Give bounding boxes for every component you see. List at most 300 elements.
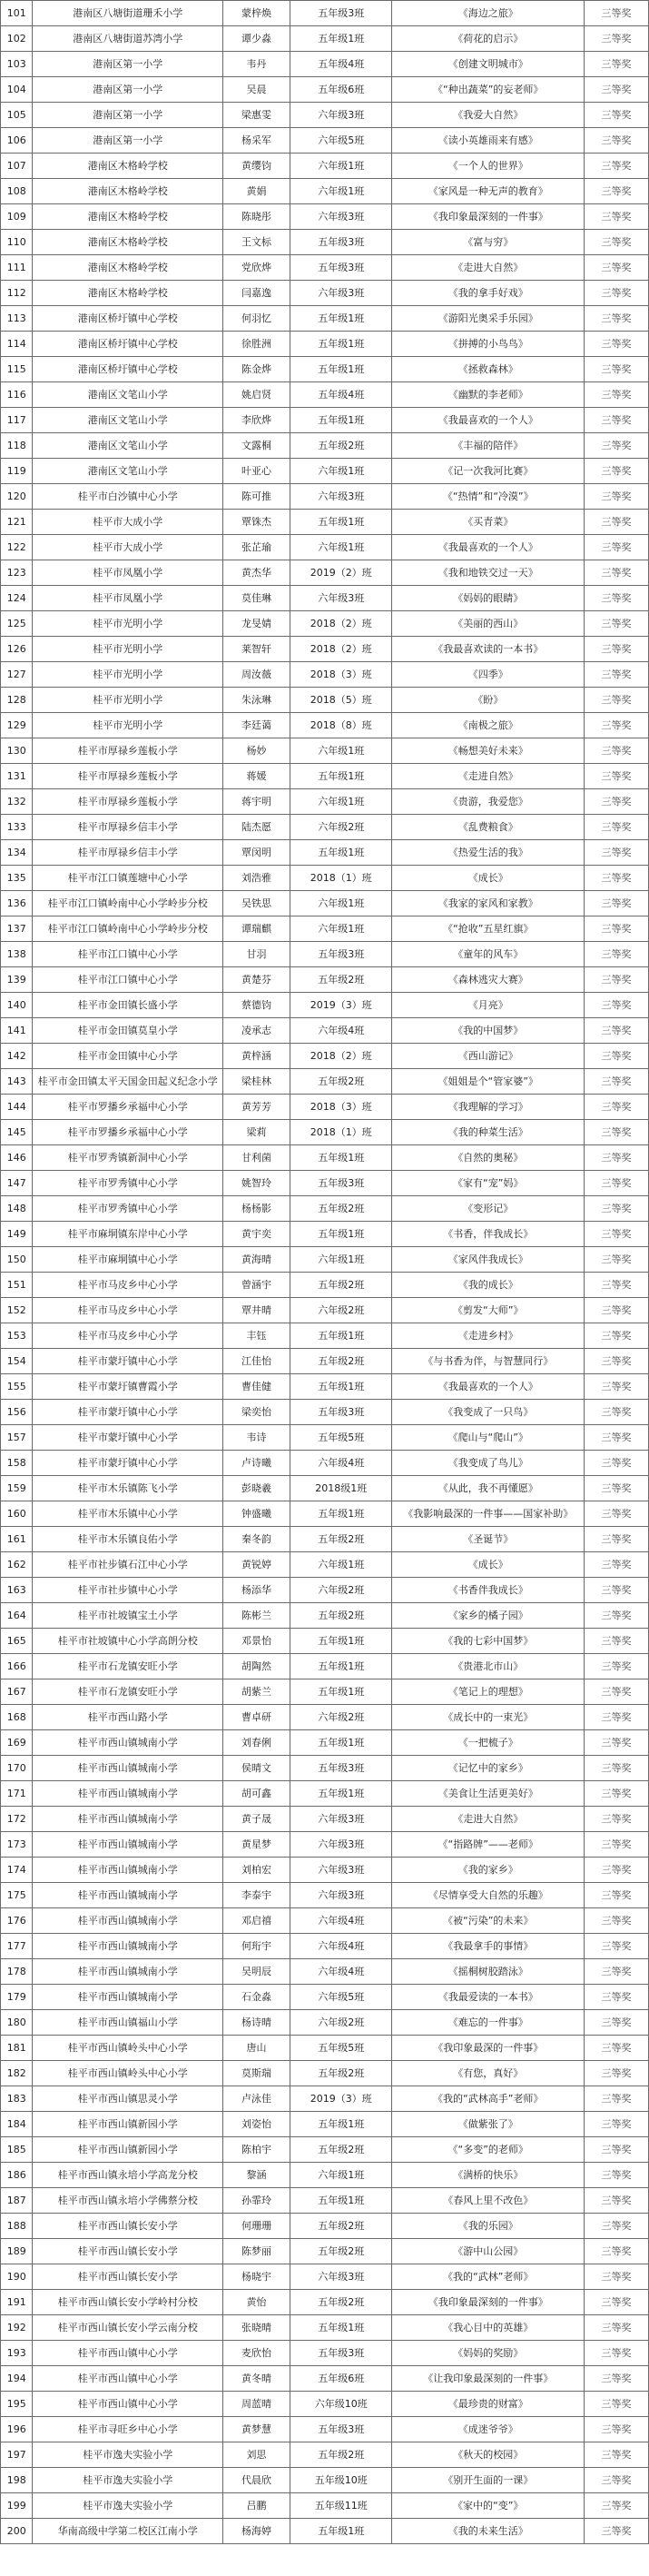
school-name: 港南区第一小学 xyxy=(33,77,223,103)
essay-title: 《乱费粮食》 xyxy=(392,815,585,840)
table-row xyxy=(1,2036,649,2061)
award-level: 三等奖 xyxy=(585,1832,649,1858)
student-name: 唐山 xyxy=(223,2036,290,2061)
row-number: 166 xyxy=(1,1654,33,1679)
row-number: 135 xyxy=(1,866,33,891)
class-name: 六年级1班 xyxy=(290,154,392,179)
school-name: 桂平市西山镇城南小学 xyxy=(33,1781,223,1807)
essay-title: 《我印象最深的一件事》 xyxy=(392,2036,585,2061)
essay-title: 《笔记上的理想》 xyxy=(392,1679,585,1705)
award-level: 三等奖 xyxy=(585,1807,649,1832)
award-level: 三等奖 xyxy=(585,1552,649,1578)
student-name: 谭瑞麒 xyxy=(223,916,290,942)
essay-title: 《成迷爷爷》 xyxy=(392,2417,585,2442)
class-name: 五年级3班 xyxy=(290,942,392,967)
row-number: 146 xyxy=(1,1145,33,1171)
row-number: 195 xyxy=(1,2392,33,2417)
essay-title: 《妈妈的奖励》 xyxy=(392,2341,585,2366)
class-name: 五年级2班 xyxy=(290,1196,392,1222)
table-row xyxy=(1,1679,649,1705)
essay-title: 《“热情”和“冷漠”》 xyxy=(392,484,585,510)
school-name: 桂平市蒙圩镇中心小学 xyxy=(33,1451,223,1476)
table-row xyxy=(1,993,649,1018)
essay-title: 《爬山与“爬山”》 xyxy=(392,1425,585,1451)
row-number: 143 xyxy=(1,1069,33,1095)
student-name: 杨添华 xyxy=(223,1578,290,1603)
school-name: 桂平市社步镇石江中心小学 xyxy=(33,1552,223,1578)
essay-title: 《我最拿手的事情》 xyxy=(392,1934,585,1959)
school-name: 桂平市光明小学 xyxy=(33,688,223,713)
table-row xyxy=(1,815,649,840)
row-number: 108 xyxy=(1,179,33,204)
class-name: 五年级2班 xyxy=(290,967,392,993)
class-name: 六年级5班 xyxy=(290,128,392,154)
student-name: 黄子晟 xyxy=(223,1807,290,1832)
award-level: 三等奖 xyxy=(585,357,649,382)
award-level: 三等奖 xyxy=(585,993,649,1018)
award-level: 三等奖 xyxy=(585,1171,649,1196)
school-name: 桂平市西山镇长安小学 xyxy=(33,2239,223,2264)
school-name: 港南区文笔山小学 xyxy=(33,433,223,459)
essay-title: 《美丽的西山》 xyxy=(392,611,585,637)
essay-title: 《成长》 xyxy=(392,866,585,891)
table-row xyxy=(1,662,649,688)
essay-title: 《富与穷》 xyxy=(392,230,585,255)
row-number: 145 xyxy=(1,1120,33,1145)
award-level: 三等奖 xyxy=(585,866,649,891)
school-name: 桂平市寻旺乡中心小学 xyxy=(33,2417,223,2442)
row-number: 168 xyxy=(1,1705,33,1730)
school-name: 桂平市光明小学 xyxy=(33,662,223,688)
student-name: 杨晓宇 xyxy=(223,2264,290,2290)
row-number: 173 xyxy=(1,1832,33,1858)
row-number: 142 xyxy=(1,1044,33,1069)
row-number: 149 xyxy=(1,1222,33,1247)
essay-title: 《书香，伴我成长》 xyxy=(392,1222,585,1247)
essay-title: 《海边之旅》 xyxy=(392,1,585,26)
school-name: 桂平市逸夫实验小学 xyxy=(33,2468,223,2493)
class-name: 六年级1班 xyxy=(290,738,392,764)
essay-title: 《丰福的陪伴》 xyxy=(392,433,585,459)
school-name: 桂平市罗播乡承福中心小学 xyxy=(33,1095,223,1120)
essay-title: 《森林逃灾大赛》 xyxy=(392,967,585,993)
award-level: 三等奖 xyxy=(585,1018,649,1044)
table-row xyxy=(1,2163,649,2188)
school-name: 桂平市凤凰小学 xyxy=(33,586,223,611)
row-number: 182 xyxy=(1,2061,33,2086)
table-row xyxy=(1,255,649,281)
student-name: 蒋媛 xyxy=(223,764,290,789)
class-name: 五年级2班 xyxy=(290,2214,392,2239)
school-name: 桂平市蒙圩镇中心小学 xyxy=(33,1400,223,1425)
class-name: 五年级5班 xyxy=(290,2036,392,2061)
row-number: 174 xyxy=(1,1858,33,1883)
school-name: 桂平市西山镇城南小学 xyxy=(33,1832,223,1858)
essay-title: 《畅想美好未来》 xyxy=(392,738,585,764)
row-number: 187 xyxy=(1,2188,33,2214)
student-name: 刘浩雅 xyxy=(223,866,290,891)
class-name: 2018（2）班 xyxy=(290,1044,392,1069)
table-row xyxy=(1,1705,649,1730)
row-number: 147 xyxy=(1,1171,33,1196)
school-name: 桂平市蒙圩镇中心小学 xyxy=(33,1425,223,1451)
student-name: 张芷瑜 xyxy=(223,535,290,560)
school-name: 港南区第一小学 xyxy=(33,103,223,128)
essay-title: 《家风伴我成长》 xyxy=(392,1247,585,1273)
essay-title: 《家中的“变”》 xyxy=(392,2493,585,2519)
essay-title: 《我最喜欢的一个人》 xyxy=(392,1374,585,1400)
table-row xyxy=(1,611,649,637)
student-name: 张晓晴 xyxy=(223,2315,290,2341)
table-row xyxy=(1,2112,649,2137)
row-number: 139 xyxy=(1,967,33,993)
award-level: 三等奖 xyxy=(585,713,649,738)
student-name: 刘春俐 xyxy=(223,1730,290,1756)
school-name: 桂平市蒙圩镇中心小学 xyxy=(33,1349,223,1374)
essay-title: 《做紫张了》 xyxy=(392,2112,585,2137)
table-row xyxy=(1,2188,649,2214)
row-number: 131 xyxy=(1,764,33,789)
table-row xyxy=(1,1781,649,1807)
class-name: 五年级3班 xyxy=(290,255,392,281)
class-name: 2018（3）班 xyxy=(290,662,392,688)
award-level: 三等奖 xyxy=(585,52,649,77)
row-number: 152 xyxy=(1,1298,33,1323)
class-name: 五年级6班 xyxy=(290,77,392,103)
student-name: 邓景怡 xyxy=(223,1629,290,1654)
award-level: 三等奖 xyxy=(585,815,649,840)
student-name: 陈晓彤 xyxy=(223,204,290,230)
row-number: 123 xyxy=(1,560,33,586)
essay-title: 《“多变”的老师》 xyxy=(392,2137,585,2163)
essay-title: 《我的家乡》 xyxy=(392,1858,585,1883)
award-level: 三等奖 xyxy=(585,332,649,357)
table-row xyxy=(1,1934,649,1959)
class-name: 五年级2班 xyxy=(290,1349,392,1374)
row-number: 192 xyxy=(1,2315,33,2341)
award-level: 三等奖 xyxy=(585,1323,649,1349)
row-number: 167 xyxy=(1,1679,33,1705)
school-name: 桂平市西山镇中心小学 xyxy=(33,2366,223,2392)
row-number: 171 xyxy=(1,1781,33,1807)
class-name: 五年级1班 xyxy=(290,1654,392,1679)
student-name: 梁惠雯 xyxy=(223,103,290,128)
class-name: 五年级1班 xyxy=(290,1501,392,1527)
award-level: 三等奖 xyxy=(585,1934,649,1959)
class-name: 五年级1班 xyxy=(290,2112,392,2137)
class-name: 五年级2班 xyxy=(290,2290,392,2315)
school-name: 桂平市西山镇长安小学 xyxy=(33,2214,223,2239)
row-number: 140 xyxy=(1,993,33,1018)
table-row xyxy=(1,637,649,662)
row-number: 151 xyxy=(1,1273,33,1298)
student-name: 黄娟 xyxy=(223,179,290,204)
class-name: 五年级2班 xyxy=(290,1603,392,1629)
class-name: 五年级11班 xyxy=(290,2493,392,2519)
school-name: 桂平市社步镇中心小学 xyxy=(33,1578,223,1603)
class-name: 五年级1班 xyxy=(290,840,392,866)
school-name: 港南区八塘街道苏湾小学 xyxy=(33,26,223,52)
table-row xyxy=(1,1400,649,1425)
table-row xyxy=(1,764,649,789)
award-level: 三等奖 xyxy=(585,1476,649,1501)
award-level: 三等奖 xyxy=(585,179,649,204)
essay-title: 《我的“武林”老师》 xyxy=(392,2264,585,2290)
essay-title: 《我的拿手好戏》 xyxy=(392,281,585,306)
row-number: 165 xyxy=(1,1629,33,1654)
student-name: 彭晓羲 xyxy=(223,1476,290,1501)
essay-title: 《难忘的一件事》 xyxy=(392,2010,585,2036)
table-row xyxy=(1,2086,649,2112)
row-number: 117 xyxy=(1,408,33,433)
essay-title: 《让我印象最深刻的一件事》 xyxy=(392,2366,585,2392)
student-name: 黄宇奕 xyxy=(223,1222,290,1247)
row-number: 160 xyxy=(1,1501,33,1527)
table-row xyxy=(1,1883,649,1908)
essay-title: 《满桥的快乐》 xyxy=(392,2163,585,2188)
table-row xyxy=(1,2392,649,2417)
essay-title: 《姐姐是个“管家婆”》 xyxy=(392,1069,585,1095)
school-name: 桂平市西山路小学 xyxy=(33,1705,223,1730)
essay-title: 《剪发“大师”》 xyxy=(392,1298,585,1323)
table-row xyxy=(1,1527,649,1552)
student-name: 钟盛曦 xyxy=(223,1501,290,1527)
essay-title: 《“指路牌”——老师》 xyxy=(392,1832,585,1858)
school-name: 港南区木格岭学校 xyxy=(33,154,223,179)
student-name: 黎涵 xyxy=(223,2163,290,2188)
row-number: 144 xyxy=(1,1095,33,1120)
table-row xyxy=(1,738,649,764)
school-name: 桂平市金田镇太平天国金田起义纪念小学 xyxy=(33,1069,223,1095)
award-level: 三等奖 xyxy=(585,1095,649,1120)
row-number: 119 xyxy=(1,459,33,484)
student-name: 曾涵宇 xyxy=(223,1273,290,1298)
student-name: 蒋宇明 xyxy=(223,789,290,815)
row-number: 162 xyxy=(1,1552,33,1578)
table-row xyxy=(1,1222,649,1247)
table-row xyxy=(1,1095,649,1120)
student-name: 覃铢杰 xyxy=(223,510,290,535)
row-number: 169 xyxy=(1,1730,33,1756)
student-name: 韦诗 xyxy=(223,1425,290,1451)
table-row xyxy=(1,433,649,459)
essay-title: 《贵游，我爱您》 xyxy=(392,789,585,815)
school-name: 桂平市罗秀镇中心小学 xyxy=(33,1171,223,1196)
student-name: 刘柏宏 xyxy=(223,1858,290,1883)
school-name: 桂平市社坡镇宝土小学 xyxy=(33,1603,223,1629)
school-name: 桂平市麻垌镇东岸中心小学 xyxy=(33,1222,223,1247)
student-name: 黄梓涵 xyxy=(223,1044,290,1069)
essay-title: 《拯救森林》 xyxy=(392,357,585,382)
row-number: 102 xyxy=(1,26,33,52)
table-row xyxy=(1,77,649,103)
class-name: 六年级4班 xyxy=(290,1908,392,1934)
table-row xyxy=(1,942,649,967)
class-name: 六年级3班 xyxy=(290,2264,392,2290)
student-name: 徐胜洲 xyxy=(223,332,290,357)
student-name: 曹佳健 xyxy=(223,1374,290,1400)
class-name: 五年级4班 xyxy=(290,52,392,77)
essay-title: 《成长中的一束光》 xyxy=(392,1705,585,1730)
row-number: 185 xyxy=(1,2137,33,2163)
essay-title: 《与书香为伴，与智慧同行》 xyxy=(392,1349,585,1374)
essay-title: 《我心目中的英雄》 xyxy=(392,2315,585,2341)
essay-title: 《幽默的李老师》 xyxy=(392,382,585,408)
award-level: 三等奖 xyxy=(585,611,649,637)
row-number: 138 xyxy=(1,942,33,967)
award-level: 三等奖 xyxy=(585,2239,649,2264)
school-name: 桂平市西山镇新园小学 xyxy=(33,2137,223,2163)
row-number: 193 xyxy=(1,2341,33,2366)
student-name: 陈柏宇 xyxy=(223,2137,290,2163)
award-level: 三等奖 xyxy=(585,891,649,916)
essay-title: 《有您，真好》 xyxy=(392,2061,585,2086)
essay-title: 《成长》 xyxy=(392,1552,585,1578)
table-row xyxy=(1,2442,649,2468)
table-row xyxy=(1,1044,649,1069)
class-name: 六年级1班 xyxy=(290,891,392,916)
essay-title: 《走进大自然》 xyxy=(392,1807,585,1832)
award-level: 三等奖 xyxy=(585,2112,649,2137)
class-name: 五年级1班 xyxy=(290,2519,392,2544)
table-row xyxy=(1,2290,649,2315)
row-number: 181 xyxy=(1,2036,33,2061)
award-level: 三等奖 xyxy=(585,2010,649,2036)
essay-title: 《热爱生活的我》 xyxy=(392,840,585,866)
class-name: 五年级3班 xyxy=(290,2417,392,2442)
award-level: 三等奖 xyxy=(585,535,649,560)
student-name: 覃井晴 xyxy=(223,1298,290,1323)
school-name: 桂平市西山镇城南小学 xyxy=(33,1985,223,2010)
class-name: 六年级2班 xyxy=(290,1705,392,1730)
table-row xyxy=(1,332,649,357)
award-level: 三等奖 xyxy=(585,459,649,484)
class-name: 五年级1班 xyxy=(290,2188,392,2214)
table-row xyxy=(1,688,649,713)
award-level: 三等奖 xyxy=(585,942,649,967)
award-level: 三等奖 xyxy=(585,2163,649,2188)
class-name: 六年级3班 xyxy=(290,484,392,510)
school-name: 桂平市麻垌镇中心小学 xyxy=(33,1247,223,1273)
school-name: 桂平市西山镇城南小学 xyxy=(33,1908,223,1934)
student-name: 黄梦慧 xyxy=(223,2417,290,2442)
table-row xyxy=(1,2417,649,2442)
award-level: 三等奖 xyxy=(585,1425,649,1451)
class-name: 六年级1班 xyxy=(290,179,392,204)
student-name: 代晨欣 xyxy=(223,2468,290,2493)
essay-title: 《我最爱读的一本书》 xyxy=(392,1985,585,2010)
student-name: 吕鹏 xyxy=(223,2493,290,2519)
student-name: 黄杰华 xyxy=(223,560,290,586)
student-name: 周蓝晴 xyxy=(223,2392,290,2417)
table-row xyxy=(1,1476,649,1501)
school-name: 桂平市西山镇新园小学 xyxy=(33,2112,223,2137)
award-level: 三等奖 xyxy=(585,2468,649,2493)
student-name: 蒙梓焕 xyxy=(223,1,290,26)
award-level: 三等奖 xyxy=(585,154,649,179)
class-name: 六年级10班 xyxy=(290,2392,392,2417)
class-name: 2018（1）班 xyxy=(290,866,392,891)
table-row xyxy=(1,1018,649,1044)
table-row xyxy=(1,1603,649,1629)
essay-title: 《记一次我河比赛》 xyxy=(392,459,585,484)
row-number: 188 xyxy=(1,2214,33,2239)
essay-title: 《创建文明城市》 xyxy=(392,52,585,77)
award-level: 三等奖 xyxy=(585,1349,649,1374)
student-name: 杨海婷 xyxy=(223,2519,290,2544)
school-name: 港南区桥圩镇中心学校 xyxy=(33,357,223,382)
student-name: 梁奕怡 xyxy=(223,1400,290,1425)
school-name: 桂平市西山镇永培小学高龙分校 xyxy=(33,2163,223,2188)
row-number: 177 xyxy=(1,1934,33,1959)
table-row xyxy=(1,179,649,204)
student-name: 杨采军 xyxy=(223,128,290,154)
row-number: 199 xyxy=(1,2493,33,2519)
row-number: 184 xyxy=(1,2112,33,2137)
student-name: 姚智玲 xyxy=(223,1171,290,1196)
award-level: 三等奖 xyxy=(585,1908,649,1934)
table-row xyxy=(1,2341,649,2366)
school-name: 桂平市马皮乡中心小学 xyxy=(33,1298,223,1323)
award-level: 三等奖 xyxy=(585,2214,649,2239)
essay-title: 《我的种菜生活》 xyxy=(392,1120,585,1145)
class-name: 六年级1班 xyxy=(290,1247,392,1273)
class-name: 六年级3班 xyxy=(290,1807,392,1832)
class-name: 2019（3）班 xyxy=(290,993,392,1018)
student-name: 秦冬韵 xyxy=(223,1527,290,1552)
award-level: 三等奖 xyxy=(585,916,649,942)
award-level: 三等奖 xyxy=(585,1959,649,1985)
award-level: 三等奖 xyxy=(585,2493,649,2519)
table-row xyxy=(1,2010,649,2036)
school-name: 桂平市厚禄乡信丰小学 xyxy=(33,815,223,840)
student-name: 何珊珊 xyxy=(223,2214,290,2239)
class-name: 六年级3班 xyxy=(290,281,392,306)
class-name: 五年级2班 xyxy=(290,1069,392,1095)
school-name: 桂平市大成小学 xyxy=(33,510,223,535)
award-level: 三等奖 xyxy=(585,26,649,52)
student-name: 曹卓研 xyxy=(223,1705,290,1730)
student-name: 朱泳琳 xyxy=(223,688,290,713)
student-name: 杨杨影 xyxy=(223,1196,290,1222)
row-number: 116 xyxy=(1,382,33,408)
table-row xyxy=(1,1552,649,1578)
award-level: 三等奖 xyxy=(585,1730,649,1756)
school-name: 桂平市西山镇城南小学 xyxy=(33,1730,223,1756)
student-name: 黄星梦 xyxy=(223,1832,290,1858)
award-level: 三等奖 xyxy=(585,255,649,281)
student-name: 黄缨钧 xyxy=(223,154,290,179)
award-level: 三等奖 xyxy=(585,1527,649,1552)
table-row xyxy=(1,1247,649,1273)
class-name: 六年级4班 xyxy=(290,1959,392,1985)
class-name: 2019（2）班 xyxy=(290,560,392,586)
student-name: 麦欣怡 xyxy=(223,2341,290,2366)
student-name: 孙霏玲 xyxy=(223,2188,290,2214)
school-name: 港南区木格岭学校 xyxy=(33,255,223,281)
award-level: 三等奖 xyxy=(585,1145,649,1171)
table-row xyxy=(1,281,649,306)
student-name: 梁桂林 xyxy=(223,1069,290,1095)
school-name: 桂平市西山镇岭头中心小学 xyxy=(33,2061,223,2086)
award-level: 三等奖 xyxy=(585,103,649,128)
table-row xyxy=(1,1832,649,1858)
table-row xyxy=(1,510,649,535)
class-name: 六年级2班 xyxy=(290,2010,392,2036)
essay-title: 《尽情享受大自然的乐趣》 xyxy=(392,1883,585,1908)
row-number: 124 xyxy=(1,586,33,611)
table-row xyxy=(1,1578,649,1603)
